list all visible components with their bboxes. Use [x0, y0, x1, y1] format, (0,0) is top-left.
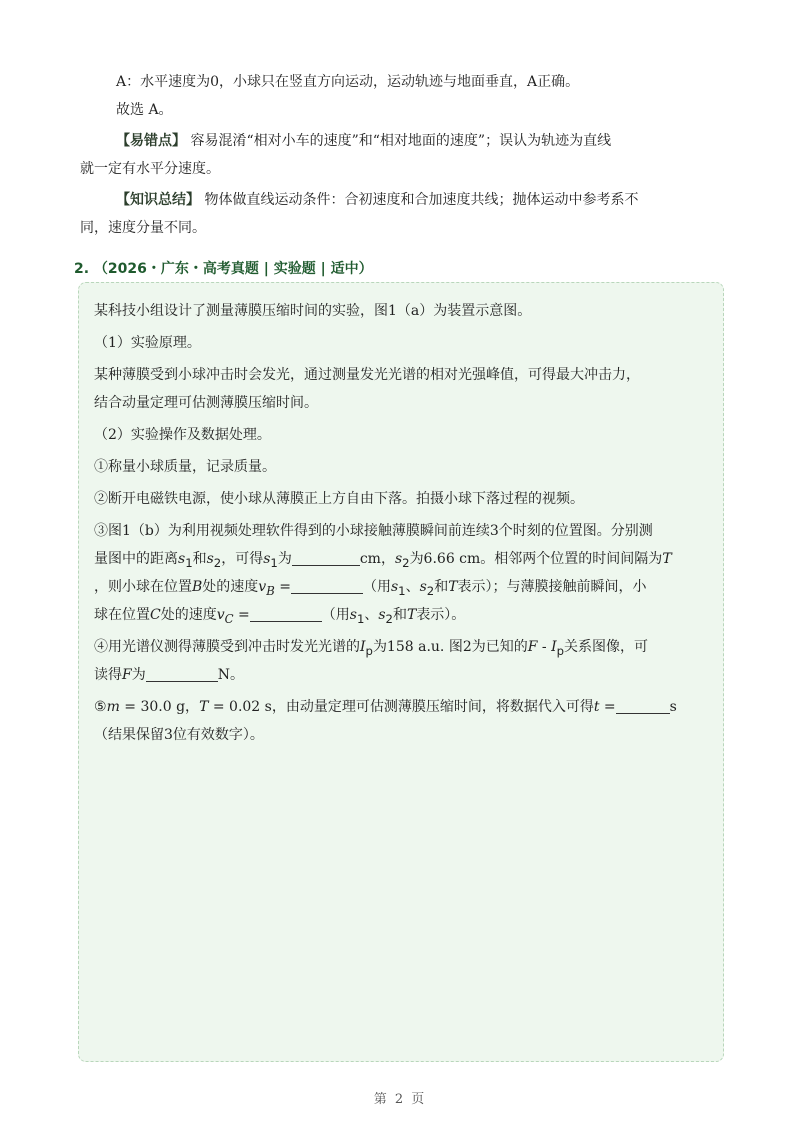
answer-blank-t[interactable]: [616, 697, 670, 714]
analysis-option-a: A：水平速度为0，小球只在竖直方向运动，运动轨迹与地面垂直，A正确。: [116, 74, 580, 90]
error-prone-point-cont: 就一定有水平分速度。: [80, 161, 220, 177]
part1-text-cont: 结合动量定理可估测薄膜压缩时间。: [94, 395, 318, 411]
error-prone-point: 【易错点】 容易混淆“相对小车的速度”和“相对地面的速度”；误认为轨迹为直线: [116, 133, 612, 149]
step-3-line-1: ③图1（b）为利用视频处理软件得到的小球接触薄膜瞬间前连续3个时刻的位置图。分别测: [94, 523, 653, 539]
page-number: 第 2 页: [373, 1092, 427, 1107]
answer-blank-vc[interactable]: [250, 605, 322, 622]
step-2: ②断开电磁铁电源，使小球从薄膜正上方自由下落。拍摄小球下落过程的视频。: [94, 491, 584, 507]
part2-heading: （2）实验操作及数据处理。: [94, 427, 271, 443]
knowledge-summary-tag: 【知识总结】: [116, 192, 200, 208]
knowledge-summary: 【知识总结】 物体做直线运动条件：合初速度和合加速度共线；抛体运动中参考系不: [116, 192, 639, 208]
answer-blank-s1[interactable]: [292, 549, 360, 566]
question-title: 2. （2026・广东・高考真题 | 实验题 | 适中）: [74, 261, 373, 277]
part1-text: 某种薄膜受到小球冲击时会发光，通过测量发光光谱的相对光强峰值，可得最大冲击力，: [94, 367, 640, 383]
error-prone-tag: 【易错点】: [116, 133, 186, 149]
step-5-line-2: （结果保留3位有效数字）。: [94, 727, 264, 743]
answer-blank-vb[interactable]: [291, 577, 363, 594]
step-3-line-4: 球在位置C处的速度$v_C$ = （用$s_1$、$s_2$和T表示）。: [94, 607, 466, 626]
question-intro: 某科技小组设计了测量薄膜压缩时间的实验，图1（a）为装置示意图。: [94, 303, 532, 319]
step-3-line-3: ，则小球在位置B处的速度$v_B$ = （用$s_1$、$s_2$和T表示）；与薄膜接触前瞬间，小: [94, 579, 647, 598]
step-3-line-2: 量图中的距离$s_1$和$s_2$，可得$s_1$为 cm，$s_2$为6.66 cm。相邻两个位置的时间间隔为T: [94, 551, 672, 570]
step-4-line-2: 读得F为 N。: [94, 667, 244, 683]
part1-heading: （1）实验原理。: [94, 335, 201, 351]
step-4-line-1: ④用光谱仪测得薄膜受到冲击时发光光谱的$I_p$为158 a.u. 图2为已知的F - $I_p$关系图像，可: [94, 639, 649, 658]
step-5-line-1: ⑤m = 30.0 g，T = 0.02 s，由动量定理可估测薄膜压缩时间，将数据代入可得t = s: [94, 699, 677, 715]
answer-blank-f[interactable]: [146, 665, 218, 682]
knowledge-summary-cont: 同，速度分量不同。: [80, 220, 206, 236]
step-1: ①称量小球质量，记录质量。: [94, 459, 276, 475]
answer-choice: 故选 A。: [116, 102, 173, 118]
